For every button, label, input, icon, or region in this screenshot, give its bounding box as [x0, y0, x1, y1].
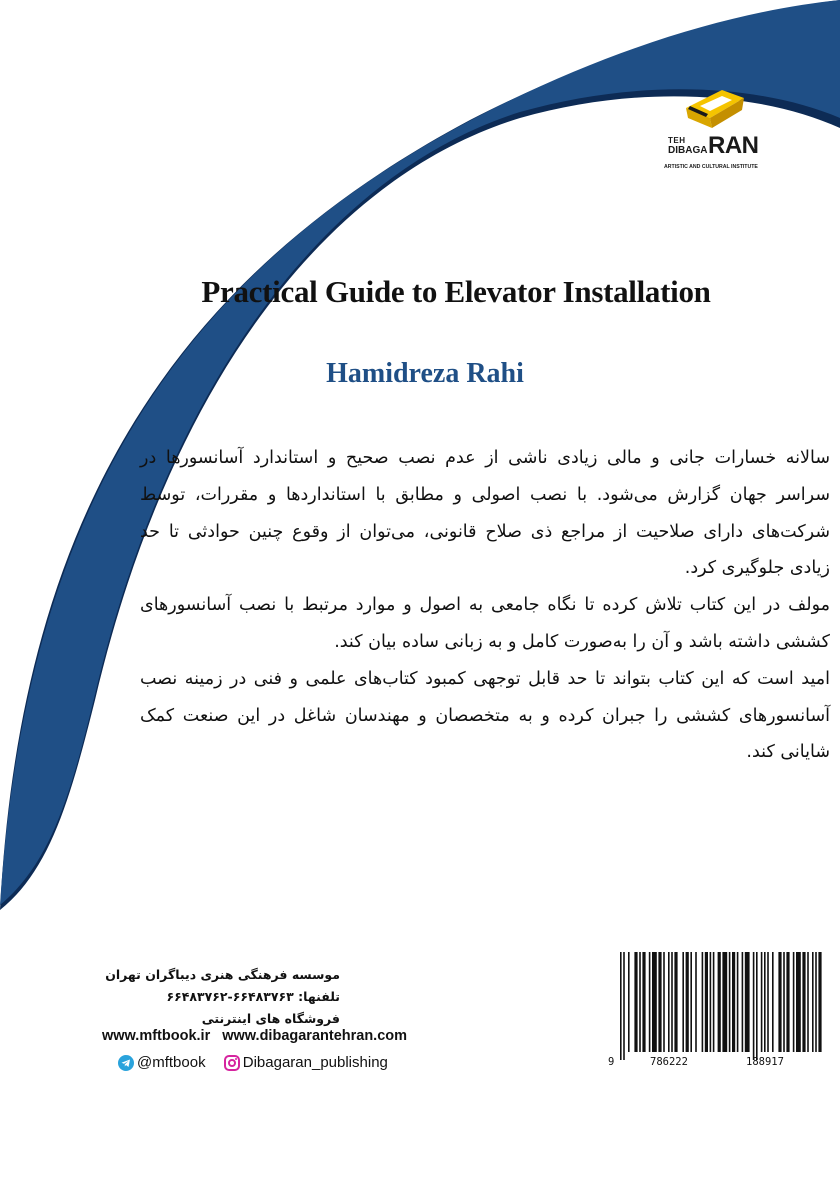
- social-links: [118, 1054, 388, 1076]
- publisher-logo: [660, 84, 760, 174]
- barcode-bar: [710, 952, 712, 1052]
- barcode-bar: [628, 952, 630, 1052]
- description-paragraph: امید است که این کتاب بتواند تا حد قابل توجهی کمبود کتاب‌های علمی و فنی در زمینه نصب آسانسورهای کششی را جبران کرده و به متخصصان و مهندسان شاغل در این صنعت کمک شایانی کند.: [140, 668, 830, 763]
- barcode-bar: [812, 952, 814, 1052]
- description-paragraph: سالانه خسارات جانی و مالی زیادی ناشی از عدم نصب صحیح و استاندارد آسانسورها در سراسر جهان گزارش می‌شود. با نصب اصولی و مطابق با استانداردها و مقررات، توسط شرکت‌های دارای صلاحیت از مراجع ذی صلاح قانونی، می‌توان از وقوع چنین حوادثی تا حد زیادی جلوگیری کرد.: [140, 448, 830, 579]
- online-stores-label: فروشگاه های اینترنتی: [201, 1011, 340, 1026]
- barcode-bar: [764, 952, 766, 1052]
- barcode-bar: [682, 952, 684, 1052]
- barcode-bar: [802, 952, 805, 1052]
- barcode-bar: [690, 952, 692, 1052]
- website-link-mftbook[interactable]: www.mftbook.ir: [102, 1028, 211, 1044]
- barcode-bar: [671, 952, 673, 1052]
- isbn-barcode: [606, 952, 828, 1078]
- barcode-bar: [753, 952, 755, 1060]
- barcode-bars: [606, 952, 828, 1062]
- barcode-bar: [742, 952, 744, 1052]
- instagram-handle: Dibagaran_publishing: [242, 1054, 388, 1071]
- barcode-digits-left: 786222: [650, 1056, 688, 1068]
- barcode-bar: [663, 952, 665, 1052]
- barcode-bar: [807, 952, 809, 1052]
- barcode-bar: [737, 952, 739, 1052]
- logo-subtitle: ARTISTIC AND CULTURAL INSTITUTE: [664, 164, 758, 170]
- barcode-bar: [815, 952, 817, 1052]
- barcode-bar: [695, 952, 697, 1052]
- barcode-bar: [786, 952, 789, 1052]
- instagram-icon: [224, 1055, 240, 1071]
- logo-text-teh: TEH: [668, 136, 686, 145]
- book-title: Practical Guide to Elevator Installation: [201, 274, 711, 309]
- barcode-bar: [722, 952, 727, 1052]
- barcode-bar: [818, 952, 821, 1052]
- barcode-bar: [729, 952, 731, 1052]
- telegram-handle: @mftbook: [137, 1054, 206, 1071]
- barcode-bar: [686, 952, 689, 1052]
- description-paragraph: مولف در این کتاب تلاش کرده تا نگاه جامعی به اصول و موارد مرتبط با نصب آسانسورهای کششی داشته باشد و آن را به‌صورت کامل و به زبانی ساده بیان کند.: [140, 595, 830, 652]
- barcode-bar: [634, 952, 637, 1052]
- barcode-bar: [793, 952, 795, 1052]
- book-author: Hamidreza Rahi: [326, 358, 524, 389]
- barcode-bar: [649, 952, 651, 1052]
- barcode-bar: [713, 952, 715, 1052]
- barcode-bar: [796, 952, 801, 1052]
- publisher-name: موسسه فرهنگی هنری دیباگران تهران: [105, 967, 340, 982]
- barcode-digits-right: 188917: [746, 1056, 784, 1068]
- barcode-bar: [732, 952, 735, 1052]
- barcode-bar: [623, 952, 625, 1060]
- instagram-link[interactable]: [224, 1054, 388, 1071]
- barcode-bar: [639, 952, 641, 1052]
- publisher-info: [100, 964, 340, 1030]
- barcode-bar: [745, 952, 750, 1052]
- barcode-bar: [702, 952, 704, 1052]
- barcode-bar: [761, 952, 763, 1052]
- logo-text-dibaga: DIBAGA: [668, 145, 708, 156]
- barcode-digit-first: 9: [608, 1056, 615, 1068]
- barcode-bar: [658, 952, 661, 1052]
- barcode-bar: [652, 952, 657, 1052]
- barcode-bar: [674, 952, 677, 1052]
- publisher-phone: تلفنها: ۶۶۴۸۳۷۶۳-۶۶۴۸۳۷۶۲: [166, 989, 340, 1004]
- open-book-logo-icon: [682, 84, 748, 134]
- book-description: [140, 440, 830, 771]
- logo-text-ran: RAN: [708, 132, 759, 159]
- barcode-bar: [756, 952, 758, 1060]
- barcode-bar: [668, 952, 670, 1052]
- website-links: [102, 1028, 422, 1044]
- barcode-bar: [642, 952, 645, 1052]
- barcode-bar: [718, 952, 721, 1052]
- barcode-bar: [620, 952, 622, 1060]
- barcode-bar: [772, 952, 774, 1052]
- barcode-bar: [783, 952, 785, 1052]
- barcode-bar: [767, 952, 769, 1052]
- telegram-link[interactable]: [118, 1054, 206, 1071]
- telegram-icon: [118, 1055, 134, 1071]
- barcode-bar: [778, 952, 781, 1052]
- website-link-dibagaran[interactable]: www.dibagarantehran.com: [222, 1028, 408, 1044]
- barcode-bar: [705, 952, 708, 1052]
